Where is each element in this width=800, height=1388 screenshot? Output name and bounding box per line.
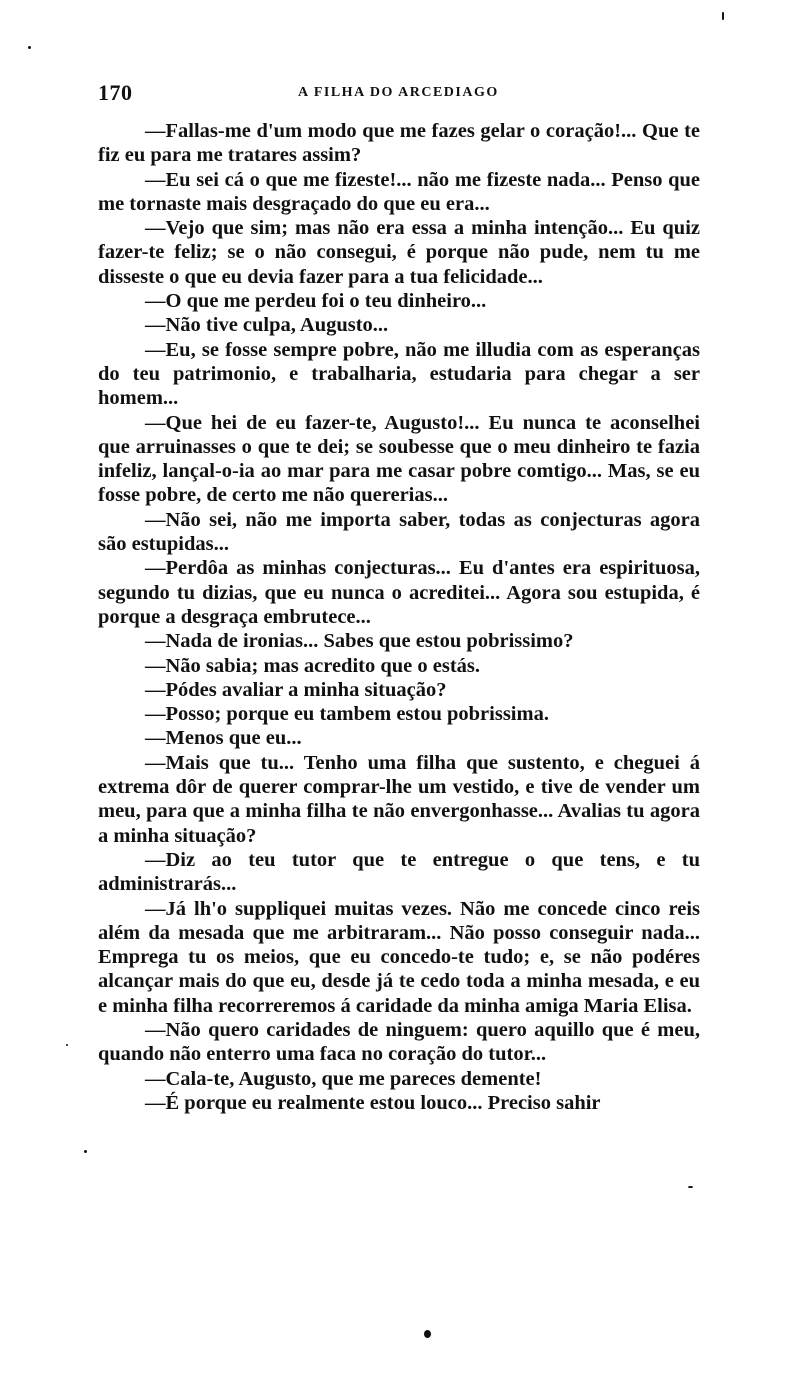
paragraph: —Perdôa as minhas conjecturas... Eu d'antes era espirituosa, segundo tu dizias, que eu nunca o acreditei... Agora sou estupida, é porque a desgraça embrutece... bbox=[98, 557, 700, 628]
scan-speck bbox=[66, 1044, 68, 1046]
paragraph: —Não sei, não me importa saber, todas as conjecturas agora são estupidas... bbox=[98, 508, 700, 556]
first-line-continuation: Que te fiz eu para me tratares assim? bbox=[98, 120, 701, 167]
running-title: A FILHA DO ARCEDIAGO bbox=[298, 85, 499, 100]
paragraph: —Eu sei cá o que me fizeste!... não me fizeste nada... Penso que me tornaste mais desgraçado do que eu era... bbox=[98, 168, 700, 215]
paragraph: —Não tive culpa, Augusto... bbox=[145, 314, 389, 337]
paragraph: —Já lh'o suppliquei muitas vezes. Não me concede cinco reis além da mesada que me arbitraram... Não posso conseguir nada... Emprega tu os meios, que eu concedo-te tudo; e, se não podéres alcançar mais do que eu, desde já te cedo toda a minha mesada, e eu e minha filha recorreremos á caridade da minha amiga Maria Elisa. bbox=[98, 897, 700, 1017]
page-number: 170 bbox=[98, 80, 133, 105]
paragraph: —Cala-te, Augusto, que me pareces demente! bbox=[145, 1067, 542, 1090]
paragraph: —Que hei de eu fazer-te, Augusto!... Eu nunca te aconselhei que arruinasses o que te dei; se soubesse que o meu dinheiro te fazia infeliz, lançal-o-ia ao mar para me casar pobre comtigo... Mas, se eu fosse pobre, de certo me não quererias... bbox=[98, 411, 700, 507]
paragraph: —Posso; porque eu tambem estou pobrissima. bbox=[145, 703, 549, 726]
paragraph: —Pódes avaliar a minha situação? bbox=[145, 678, 447, 701]
paragraph: —Não quero caridades de ninguem: quero aquillo que é meu, quando não enterro uma faca no coração do tutor... bbox=[98, 1018, 700, 1066]
body-text bbox=[98, 119, 700, 1115]
paragraph: —Nada de ironias... Sabes que estou pobrissimo? bbox=[145, 630, 574, 653]
first-line: —Fallas-me d'um modo que me fazes gelar o coração!... bbox=[145, 120, 637, 142]
paragraph: —O que me perdeu foi o teu dinheiro... bbox=[145, 290, 487, 313]
scan-speck bbox=[28, 46, 31, 49]
paragraph: —Vejo que sim; mas não era essa a minha intenção... Eu quiz fazer-te feliz; se o não consegui, é porque não pude, nem tu me disseste o que eu devia fazer para a tua felicidade... bbox=[98, 217, 700, 288]
paragraph: —Menos que eu... bbox=[145, 727, 302, 750]
page-header bbox=[98, 80, 700, 110]
scan-speck bbox=[84, 1150, 87, 1153]
paragraph: —Não sabia; mas acredito que o estás. bbox=[145, 654, 481, 677]
scan-speck bbox=[424, 1330, 431, 1338]
scan-speck bbox=[722, 12, 724, 20]
paragraph: —Mais que tu... Tenho uma filha que sustento, e cheguei á extrema dôr de querer comprar-lhe um vestido, e tive de vender um meu, para que a minha filha te não envergonhasse... Avalias tu agora a minha situação? bbox=[98, 751, 700, 847]
paragraph: —Eu, se fosse sempre pobre, não me illudia com as esperanças do teu patrimonio, e trabalharia, estudaria para chegar a ser homem... bbox=[98, 338, 700, 410]
scan-speck bbox=[688, 1186, 693, 1188]
paragraph: —É porque eu realmente estou louco... Preciso sahir bbox=[145, 1091, 601, 1114]
paragraph bbox=[98, 119, 700, 168]
paragraph: —Diz ao teu tutor que te entregue o que tens, e tu administrarás... bbox=[98, 848, 700, 896]
